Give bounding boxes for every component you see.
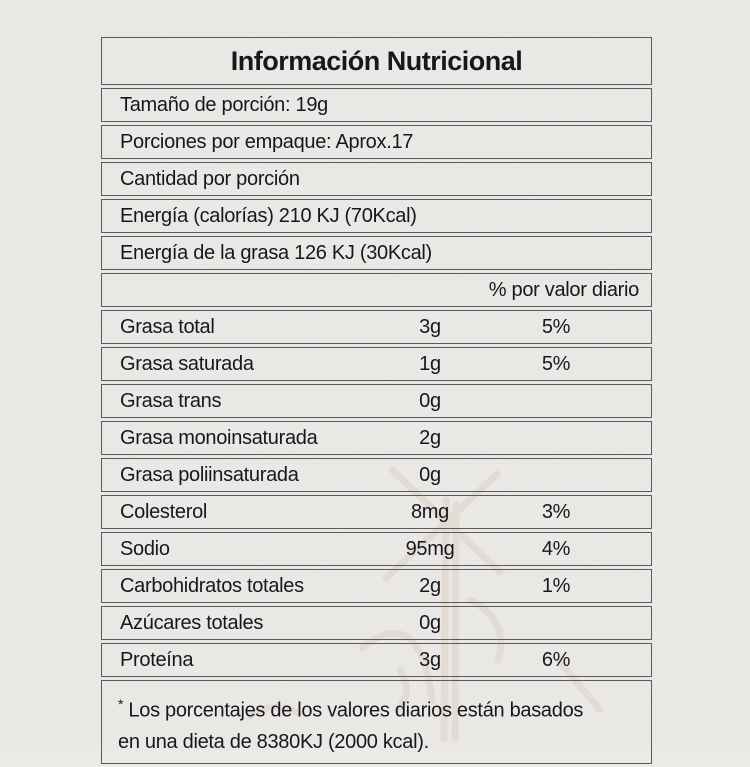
table-row (101, 495, 652, 529)
serving-size-row (101, 88, 652, 122)
table-row (101, 606, 652, 640)
table-row (101, 569, 652, 603)
nutrient-daily-value: 5% (541, 352, 571, 375)
nutrient-amount: 0g (419, 463, 441, 486)
footnote-row (101, 680, 652, 764)
table-row (101, 310, 652, 344)
servings-per-pack-row (101, 125, 652, 159)
table-row (101, 643, 652, 677)
nutrient-daily-value: 1% (541, 574, 571, 597)
nutrient-name: Colesterol (120, 500, 208, 523)
nutrient-daily-value: 4% (541, 537, 571, 560)
nutrient-amount: 2g (419, 426, 441, 449)
nutrient-name: Grasa poliinsaturada (120, 463, 299, 486)
footnote-asterisk: * (118, 696, 124, 712)
servings-per-pack-text: Porciones por empaque: Aprox.17 (120, 130, 414, 153)
energy-row (101, 199, 652, 233)
nutrition-facts-label (101, 37, 652, 767)
nutrient-amount: 2g (419, 574, 441, 597)
nutrient-amount: 3g (419, 315, 441, 338)
table-row (101, 421, 652, 455)
energy-from-fat-text: Energía de la grasa 126 KJ (30Kcal) (120, 241, 432, 264)
label-title: Información Nutricional (230, 45, 523, 76)
daily-value-header: % por valor diario (488, 278, 639, 301)
table-row (101, 532, 652, 566)
table-row (101, 458, 652, 492)
nutrient-name: Azúcares totales (120, 611, 264, 634)
amount-per-serving-row (101, 162, 652, 196)
table-row (101, 384, 652, 418)
nutrient-daily-value: 6% (541, 648, 571, 671)
footnote-line-1: * Los porcentajes de los valores diarios están basados (118, 696, 584, 722)
nutrient-amount: 95mg (405, 537, 455, 560)
daily-value-header-row (101, 273, 652, 307)
energy-text: Energía (calorías) 210 KJ (70Kcal) (120, 204, 417, 227)
footnote-line-2: en una dieta de 8380KJ (2000 kcal). (118, 730, 429, 753)
nutrient-amount: 0g (419, 389, 441, 412)
nutrient-name: Proteína (120, 648, 194, 671)
nutrient-amount: 3g (419, 648, 441, 671)
amount-per-serving-text: Cantidad por porción (120, 167, 300, 190)
label-title-row (101, 37, 652, 85)
nutrient-daily-value: 3% (541, 500, 571, 523)
energy-from-fat-row (101, 236, 652, 270)
nutrient-name: Sodio (120, 537, 170, 560)
nutrient-amount: 1g (419, 352, 441, 375)
nutrient-name: Grasa monoinsaturada (120, 426, 318, 449)
nutrient-name: Grasa trans (120, 389, 222, 412)
nutrient-daily-value: 5% (541, 315, 571, 338)
table-row (101, 347, 652, 381)
nutrient-amount: 8mg (410, 500, 449, 523)
nutrient-name: Grasa total (120, 315, 215, 338)
nutrient-name: Grasa saturada (120, 352, 254, 375)
nutrient-amount: 0g (419, 611, 441, 634)
serving-size-text: Tamaño de porción: 19g (120, 93, 328, 116)
nutrient-name: Carbohidratos totales (120, 574, 304, 597)
